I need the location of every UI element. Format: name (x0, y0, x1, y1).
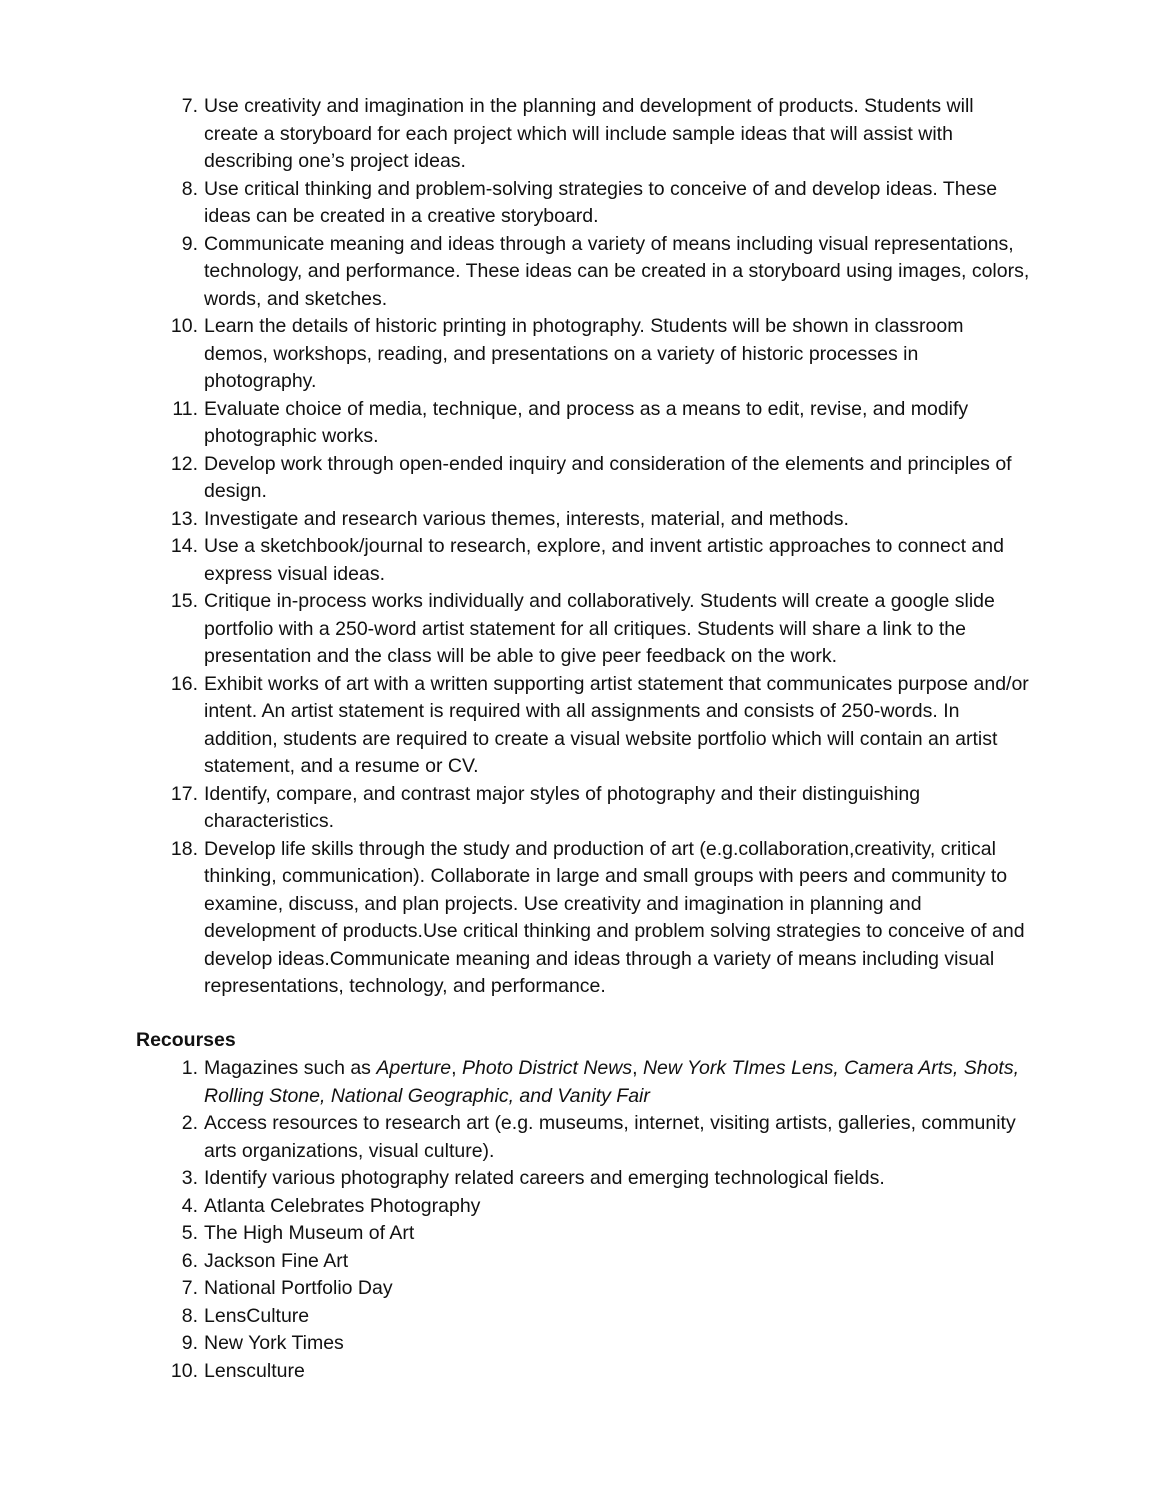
item-number: 4. (181, 1194, 198, 1217)
list-item (162, 176, 1032, 231)
item-number: 7. (181, 95, 198, 117)
item-text: Exhibit works of art with a written supporting artist statement that communicates purpose and/or intent. An artist statement is required with all assignments and consists of 250-words. In addition, students are required to create a visual website portfolio which will contain an artist statement, and a resume or CV. (204, 672, 1029, 777)
item-text: National Portfolio Day (204, 1277, 393, 1299)
item-number: 10. (170, 315, 198, 337)
item-number: 7. (181, 1277, 198, 1299)
item-text: Jackson Fine Art (204, 1249, 349, 1272)
list-item (162, 93, 1032, 176)
item-number: 9. (181, 232, 198, 255)
item-number: 3. (181, 1167, 198, 1189)
list-item (162, 1275, 1032, 1303)
list-item (162, 1110, 1032, 1165)
magazine-titles: New York TImes Lens, Camera Arts, Shots, Rolling Stone, National Geographic, and Vanity Fair (204, 1057, 1020, 1107)
item-text: Critique in-process works individually and collaboratively. Students will create a google slide portfolio with a 250-word artist statement for all critiques. Students will share a link to the presentation and the class will be able to give peer feedback on the work. (204, 590, 995, 667)
item-text: Identify various photography related careers and emerging technological fields. (204, 1167, 885, 1189)
item-text: New York Times (204, 1332, 344, 1354)
list-item (162, 1330, 1032, 1358)
resources-list (162, 1055, 1032, 1385)
list-item (162, 396, 1032, 451)
item-text: Evaluate choice of media, technique, and process as a means to edit, revise, and modify photographic works. (204, 397, 969, 447)
item-number: 12. (170, 452, 198, 475)
list-item (162, 836, 1032, 1001)
magazine-title: Photo District News (461, 1057, 633, 1079)
item-text: Use a sketchbook/journal to research, explore, and invent artistic approaches to connect and express visual ideas. (204, 535, 1004, 585)
item-text: Investigate and research various themes, interests, material, and methods. (204, 507, 849, 530)
item-number: 10. (170, 1359, 198, 1382)
list-item (162, 533, 1032, 588)
resources-heading: Recourses (136, 1029, 236, 1051)
list-item (162, 671, 1032, 781)
item-text: Use critical thinking and problem-solving strategies to conceive of and develop ideas. These ideas can be created in a creative storyboard. (204, 177, 998, 227)
item-text: Access resources to research art (e.g. museums, internet, visiting artists, galleries, community arts organizations, visual culture). (204, 1112, 1016, 1162)
item-text: Communicate meaning and ideas through a variety of means including visual representations, technology, and performance. These ideas can be created in a storyboard using images, colors, words, and sketches. (204, 232, 1030, 310)
item-text: LensCulture (204, 1304, 310, 1327)
list-item (162, 1165, 1032, 1193)
list-item (162, 1193, 1032, 1221)
list-item (162, 1220, 1032, 1248)
list-item (162, 1358, 1032, 1386)
list-item (162, 1248, 1032, 1276)
item-text: Learn the details of historic printing in photography. Students will be shown in classroom demos, workshops, reading, and presentations on a variety of historic processes in photography. (204, 315, 964, 392)
item-number: 11. (172, 397, 198, 420)
item-number: 13. (170, 507, 198, 530)
list-item (162, 588, 1032, 671)
item-number: 8. (181, 1304, 198, 1327)
item-text: Atlanta Celebrates Photography (204, 1194, 481, 1217)
list-item (162, 451, 1032, 506)
list-item (162, 1055, 1032, 1110)
item-number: 5. (181, 1222, 198, 1244)
item-text: Lensculture (204, 1359, 305, 1382)
item-number: 9. (181, 1332, 198, 1354)
item-text: Use creativity and imagination in the planning and development of products. Students will create a storyboard for each project which will include sample ideas that will assist with describing one’s project ideas. (204, 95, 974, 172)
item-text-prefix: Magazines such as (204, 1057, 377, 1079)
item-number: 6. (181, 1249, 198, 1272)
item-number: 2. (181, 1112, 198, 1134)
list-item (162, 1303, 1032, 1331)
objectives-list (162, 93, 1032, 1001)
list-item (162, 313, 1032, 396)
item-number: 18. (170, 837, 198, 860)
item-text: Identify, compare, and contrast major styles of photography and their distinguishing characteristics. (204, 782, 921, 832)
item-number: 1. (181, 1057, 198, 1079)
list-item (162, 506, 1032, 534)
item-number: 15. (170, 590, 198, 612)
item-number: 16. (170, 672, 198, 695)
item-number: 14. (170, 535, 198, 557)
item-text: Develop life skills through the study and production of art (e.g.collaboration,creativity, critical thinking, communication). Collaborate in large and small groups with peers and community to examine, discuss, and plan projects. Use creativity and imagination in planning and development of products.Use critical thinking and problem solving strategies to conceive of and develop ideas.Communicate meaning and ideas through a variety of means including visual representations, technology, and performance. (204, 837, 1025, 997)
item-number: 17. (170, 782, 198, 805)
list-item (162, 231, 1032, 314)
item-number: 8. (181, 177, 198, 200)
magazine-title: Aperture (376, 1057, 452, 1079)
list-item (162, 781, 1032, 836)
item-text: Develop work through open-ended inquiry and consideration of the elements and principles of design. (204, 452, 1012, 502)
separator: , (632, 1057, 643, 1079)
separator: , (451, 1057, 462, 1079)
item-text: The High Museum of Art (204, 1222, 415, 1244)
